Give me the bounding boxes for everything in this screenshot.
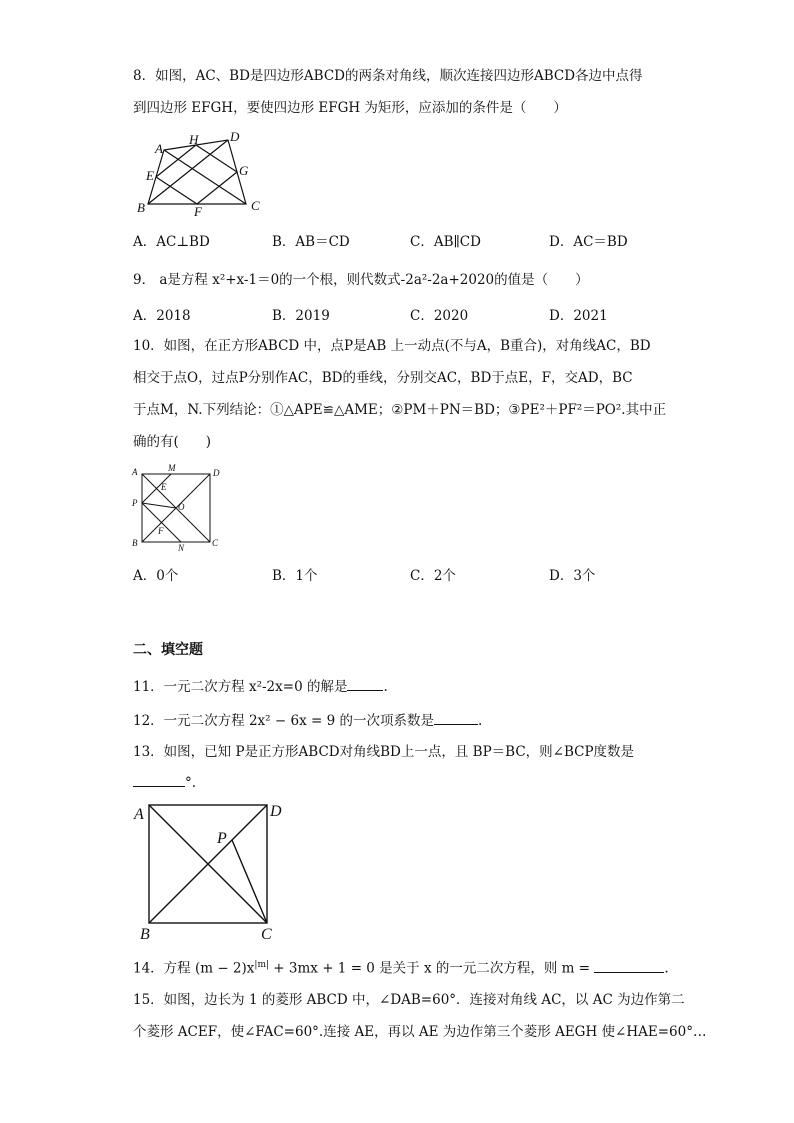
- q13-line2: [133, 772, 196, 793]
- q13-label-d: D: [270, 803, 282, 820]
- q8-label-h: H: [189, 132, 199, 147]
- q13-label-b: B: [140, 926, 150, 943]
- q13-label-c: C: [261, 926, 272, 943]
- q10-option-a[interactable]: A．0个: [133, 568, 179, 584]
- q10-label-e: E: [161, 482, 167, 492]
- q8-label-c: C: [251, 198, 260, 213]
- q13-label-a: A: [134, 806, 144, 823]
- q10-option-b[interactable]: B．1个: [272, 568, 318, 584]
- q8-label-g: G: [239, 163, 249, 178]
- q11-answer-blank[interactable]: [347, 676, 383, 691]
- q8-option-b[interactable]: B．AB＝CD: [272, 234, 350, 250]
- q9-option-d[interactable]: D．2021: [549, 308, 608, 324]
- q13-answer-blank[interactable]: [133, 772, 185, 787]
- q10-label-f: F: [158, 526, 164, 536]
- q9-option-a[interactable]: A．2018: [133, 308, 191, 324]
- q10-label-o: O: [178, 502, 185, 512]
- q13-figure: [128, 800, 288, 948]
- q14-suffix: .: [664, 960, 669, 977]
- q10-label-d: D: [213, 468, 220, 478]
- q8-label-a: A: [155, 141, 163, 156]
- q11-suffix: .: [383, 679, 388, 695]
- q10-label-p: P: [132, 498, 138, 508]
- q14-answer-blank[interactable]: [594, 958, 664, 973]
- q12-line: [133, 710, 482, 731]
- q10-line1: 10．如图，在正方形ABCD 中，点P是AB 上一动点(不与A，B重合)，对角线AC，BD: [133, 338, 651, 354]
- q8-label-f: F: [194, 204, 202, 219]
- section-title-fill-in: 二、填空题: [133, 642, 203, 658]
- q8-label-e: E: [146, 168, 154, 183]
- q12-suffix: .: [477, 713, 483, 729]
- q8-option-c[interactable]: C．AB∥CD: [410, 234, 481, 250]
- q14-middle: + 3mx + 1 = 0 是关于 x 的一元二次方程，则 m =: [269, 960, 595, 977]
- q14-exponent: |m|: [254, 960, 270, 970]
- q8-option-a[interactable]: A．AC⊥BD: [133, 234, 210, 250]
- q15-line1: 15．如图，边长为 1 的菱形 ABCD 中，∠DAB=60°．连接对角线 AC，以 AC 为边作第二: [133, 992, 685, 1008]
- q9-option-c[interactable]: C．2020: [410, 308, 469, 324]
- q10-option-d[interactable]: D．3个: [549, 568, 596, 584]
- q10-line4: 确的有( ): [133, 434, 212, 450]
- q12-prefix: 12．一元二次方程 2x² − 6x = 9 的一次项系数是: [133, 713, 434, 729]
- q14-line: [133, 955, 669, 979]
- q11-prefix: 11．一元二次方程 x²-2x=0 的解是: [133, 679, 348, 695]
- q10-line3: 于点M，N.下列结论：①△APE≌△AME；②PM＋PN＝BD；③PE²＋PF²＝PO².其中正: [133, 402, 667, 418]
- q11-line: [133, 676, 388, 697]
- q10-label-m: M: [168, 463, 176, 473]
- q13-label-p: P: [217, 830, 227, 847]
- q8-line2: 到四边形 EFGH，要使四边形 EFGH 为矩形，应添加的条件是（ ）: [133, 100, 567, 116]
- q14-prefix: 14．方程 (m − 2)x: [133, 960, 255, 977]
- q8-option-d[interactable]: D．AC＝BD: [549, 234, 628, 250]
- q10-option-c[interactable]: C．2个: [410, 568, 456, 584]
- q8-line1: 8．如图，AC、BD是四边形ABCD的两条对角线，顺次连接四边形ABCD各边中点得: [133, 68, 643, 84]
- q8-label-d: D: [230, 129, 240, 144]
- q9-option-b[interactable]: B．2019: [272, 308, 330, 324]
- q13-line1: 13．如图，已知 P是正方形ABCD对角线BD上一点，且 BP＝BC，则∠BCP度数是: [133, 744, 635, 760]
- q8-figure: [134, 128, 266, 224]
- q10-label-n: N: [178, 543, 185, 553]
- q12-answer-blank[interactable]: [434, 710, 478, 725]
- q8-label-b: B: [137, 200, 145, 215]
- q10-line2: 相交于点O，过点P分别作AC，BD的垂线，分别交AC，BD于点E，F，交AD，BC: [133, 370, 633, 386]
- q10-label-c: C: [212, 538, 219, 548]
- q13-suffix: °.: [185, 775, 197, 791]
- q10-label-b: B: [132, 538, 138, 548]
- q9-line1: 9． a是方程 x²+x-1＝0的一个根，则代数式-2a²-2a+2020的值是（ ）: [133, 272, 589, 288]
- q15-line2: 个菱形 ACEF，使∠FAC=60°.连接 AE，再以 AE 为边作第三个菱形 AEGH 使∠HAE=60°…: [133, 1024, 707, 1040]
- q10-figure: [130, 462, 226, 558]
- q10-label-a: A: [132, 467, 138, 477]
